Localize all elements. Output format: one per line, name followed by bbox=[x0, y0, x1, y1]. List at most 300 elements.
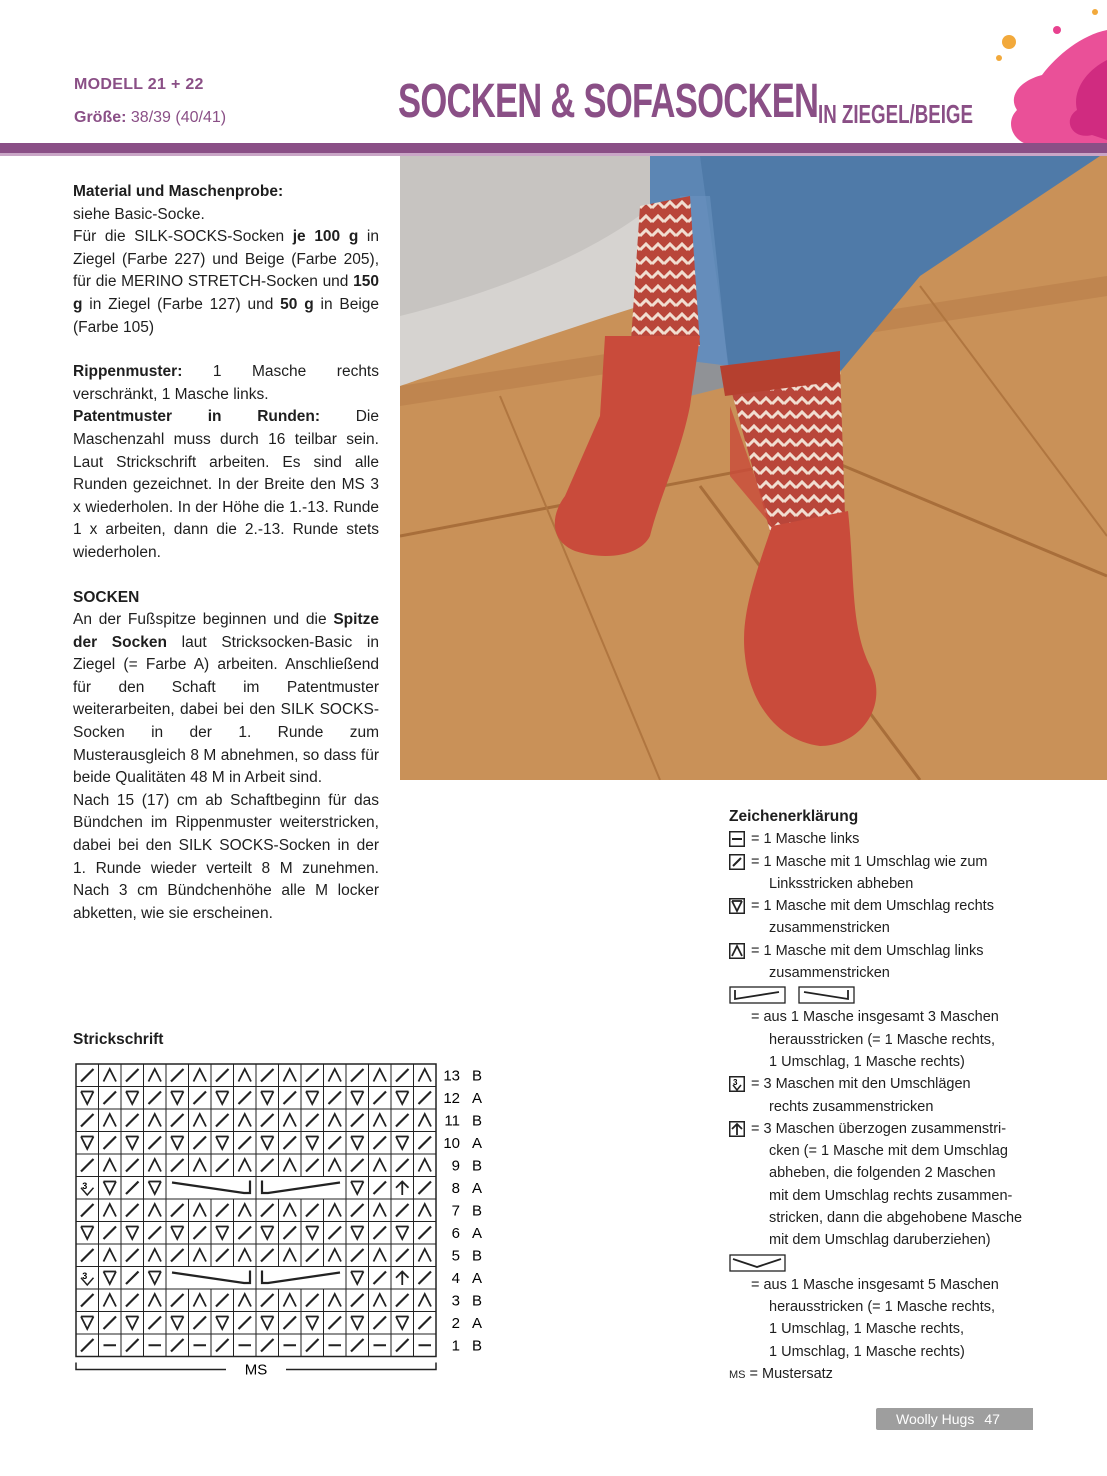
footer-brand: Woolly Hugs bbox=[896, 1411, 975, 1427]
page-title bbox=[398, 74, 998, 134]
legend-line: herausstricken (= 1 Masche rechts, bbox=[769, 1031, 996, 1048]
chart-stitch bbox=[194, 1317, 207, 1330]
chart-stitch bbox=[239, 1204, 252, 1217]
row-color: A bbox=[472, 1179, 483, 1197]
chart-stitch bbox=[81, 1339, 94, 1352]
chart-stitch bbox=[149, 1092, 162, 1105]
socken-text-1: An der Fußspitze beginnen und die bbox=[73, 611, 334, 629]
chart-stitch bbox=[419, 1272, 432, 1285]
chart-stitch bbox=[351, 1069, 364, 1082]
model-number: MODELL 21 + 22 bbox=[74, 76, 204, 93]
chart-stitch bbox=[81, 1069, 94, 1082]
chart-stitch bbox=[351, 1317, 364, 1330]
chart-stitch bbox=[216, 1114, 229, 1127]
legend-line: mit dem Umschlag rechts zusammen- bbox=[769, 1187, 1013, 1204]
legend-line bbox=[729, 940, 1069, 962]
chart-stitch bbox=[149, 1272, 162, 1285]
chart-stitch bbox=[104, 1294, 117, 1307]
symbol-legend bbox=[729, 806, 1069, 1386]
chart-stitch bbox=[374, 1069, 387, 1082]
chart-stitch bbox=[396, 1204, 409, 1217]
slip-yarnover-symbol-icon bbox=[729, 854, 745, 870]
chart-stitch bbox=[306, 1159, 319, 1172]
chart-stitch bbox=[419, 1114, 432, 1127]
material-basic: siehe Basic-Socke. bbox=[73, 205, 205, 223]
chart-stitch bbox=[284, 1204, 297, 1217]
chart-stitch bbox=[194, 1069, 207, 1082]
chart-stitch bbox=[126, 1339, 139, 1352]
chart-stitch bbox=[261, 1204, 274, 1217]
chart-stitch bbox=[171, 1249, 184, 1262]
chart-stitch bbox=[81, 1159, 94, 1172]
legend-line: = aus 1 Masche insgesamt 3 Maschen bbox=[751, 1009, 999, 1026]
chart-stitch bbox=[374, 1182, 387, 1195]
material-section bbox=[73, 181, 379, 339]
row-number: 6 bbox=[451, 1224, 460, 1242]
chart-stitch bbox=[104, 1159, 117, 1172]
row-number: 4 bbox=[451, 1269, 460, 1287]
chart-stitch bbox=[171, 1159, 184, 1172]
chart-stitch bbox=[81, 1227, 94, 1240]
chart-stitch bbox=[81, 1204, 94, 1217]
chart-stitch bbox=[171, 1137, 184, 1150]
chart-stitch bbox=[306, 1137, 319, 1150]
three-together-symbol-icon bbox=[729, 1076, 745, 1092]
chart-stitch bbox=[149, 1317, 162, 1330]
legend-items bbox=[729, 828, 1069, 1363]
chart-stitch bbox=[216, 1069, 229, 1082]
chart-stitch bbox=[239, 1069, 252, 1082]
page-footer bbox=[876, 1408, 1033, 1430]
chart-stitch bbox=[396, 1317, 409, 1330]
header-rule bbox=[0, 143, 1107, 153]
chart-stitch bbox=[396, 1092, 409, 1105]
chart-stitch bbox=[419, 1249, 432, 1262]
legend-text: = 1 Masche mit dem Umschlag links bbox=[751, 942, 984, 959]
chart-stitch bbox=[329, 1294, 342, 1307]
chart-stitch bbox=[81, 1114, 94, 1127]
chart-stitch bbox=[306, 1227, 319, 1240]
chart-stitch bbox=[171, 1092, 184, 1105]
chart-stitch bbox=[194, 1227, 207, 1240]
legend-line: 1 Umschlag, 1 Masche rechts, bbox=[769, 1321, 965, 1338]
chart-stitch bbox=[149, 1227, 162, 1240]
socken-text-2: laut Stricksocken-Basic in Ziegel (= Farbe A) arbeiten. Anschließend für den Schaft im Patentmuster weiterarbeiten, dabei bei den SILK SOCKS-Socken in der 1. Runde zum Musterausgleich 8 M abnehmen, so dass für beide Qualitäten 48 M in Arbeit sind. bbox=[73, 633, 380, 787]
chart-stitch bbox=[149, 1069, 162, 1082]
chart-stitch bbox=[81, 1249, 94, 1262]
legend-item bbox=[729, 1118, 1069, 1252]
rippen-heading: Rippenmuster: bbox=[73, 363, 183, 381]
material-amount-2: 150 g bbox=[73, 273, 379, 313]
legend-line bbox=[729, 1118, 1069, 1140]
chart-stitch-increase bbox=[172, 1271, 250, 1284]
chart-stitch bbox=[284, 1114, 297, 1127]
chart-stitch bbox=[239, 1249, 252, 1262]
chart-stitch-increase bbox=[172, 1181, 250, 1194]
legend-line: cken (= 1 Masche mit dem Umschlag bbox=[769, 1143, 1008, 1160]
chart-stitch bbox=[419, 1294, 432, 1307]
instructions-column bbox=[73, 181, 379, 925]
chart-stitch bbox=[351, 1249, 364, 1262]
legend-line: stricken, dann die abgehobene Masche bbox=[769, 1210, 1023, 1227]
row-color: B bbox=[472, 1247, 483, 1265]
chart-stitch bbox=[126, 1204, 139, 1217]
chart-stitch bbox=[329, 1069, 342, 1082]
chart-stitch bbox=[396, 1227, 409, 1240]
chart-stitch bbox=[329, 1204, 342, 1217]
material-text-b: in Ziegel (Farbe 227) und Beige (Farbe 205), für die MERINO STRETCH-Socken und bbox=[73, 228, 380, 291]
legend-text: = 1 Masche mit 1 Umschlag wie zum bbox=[751, 853, 988, 870]
chart-stitch bbox=[284, 1227, 297, 1240]
chart-stitch bbox=[306, 1092, 319, 1105]
socken-section bbox=[73, 587, 379, 790]
chart-stitch bbox=[81, 1137, 94, 1150]
chart-stitch-increase bbox=[262, 1271, 340, 1284]
row-color: B bbox=[472, 1112, 483, 1130]
chart-stitch bbox=[261, 1227, 274, 1240]
chart-stitch bbox=[374, 1317, 387, 1330]
material-text-d: in Beige (Farbe 105) bbox=[73, 295, 380, 336]
chart-stitch bbox=[171, 1317, 184, 1330]
legend-text: = 3 Maschen überzogen zusammenstri- bbox=[751, 1120, 1007, 1137]
legend-line: Linksstricken abheben bbox=[769, 875, 914, 892]
chart-stitch bbox=[171, 1227, 184, 1240]
chart-stitch bbox=[81, 1317, 94, 1330]
legend-item bbox=[729, 940, 1069, 985]
chart-stitch bbox=[351, 1114, 364, 1127]
chart-stitch bbox=[104, 1272, 117, 1285]
chart-stitch bbox=[329, 1249, 342, 1262]
chart-stitch bbox=[419, 1317, 432, 1330]
legend-line: zusammenstricken bbox=[769, 920, 890, 937]
chart-stitch bbox=[261, 1092, 274, 1105]
chart-stitch bbox=[81, 1294, 94, 1307]
legend-item bbox=[729, 828, 1069, 850]
legend-line bbox=[729, 828, 1069, 850]
chart-stitch bbox=[374, 1227, 387, 1240]
repeat-label: MS bbox=[244, 1361, 268, 1379]
chart-stitch bbox=[171, 1069, 184, 1082]
chart-stitch bbox=[216, 1092, 229, 1105]
chart-stitch bbox=[306, 1249, 319, 1262]
chart-stitch bbox=[194, 1249, 207, 1262]
chart-stitch bbox=[126, 1249, 139, 1262]
chart-stitch bbox=[104, 1204, 117, 1217]
chart-stitch bbox=[306, 1069, 319, 1082]
chart-stitch bbox=[126, 1182, 139, 1195]
ms-text: = Mustersatz bbox=[745, 1365, 833, 1382]
chart-stitch bbox=[239, 1317, 252, 1330]
chart-stitch bbox=[419, 1137, 432, 1150]
chart-title: Strickschrift bbox=[73, 1031, 164, 1048]
chart-stitch bbox=[239, 1159, 252, 1172]
size-value: 38/39 (40/41) bbox=[126, 109, 227, 126]
size-label: Größe: bbox=[74, 109, 127, 126]
chart-stitch bbox=[126, 1092, 139, 1105]
chart-stitch bbox=[239, 1227, 252, 1240]
chart-stitch bbox=[104, 1069, 117, 1082]
chart-stitch bbox=[329, 1137, 342, 1150]
rippen-text: 1 Masche rechts verschränkt, 1 Masche links. bbox=[73, 363, 379, 403]
chart-stitch-increase bbox=[262, 1181, 340, 1194]
chart-stitch bbox=[284, 1159, 297, 1172]
chart-stitch bbox=[284, 1294, 297, 1307]
socken-heading: SOCKEN bbox=[73, 588, 140, 606]
chart-stitch bbox=[306, 1114, 319, 1127]
chart-stitch bbox=[149, 1137, 162, 1150]
chart-stitch bbox=[396, 1069, 409, 1082]
legend-title: Zeichenerklärung bbox=[729, 808, 859, 825]
chart-stitch bbox=[351, 1137, 364, 1150]
chart-stitch bbox=[216, 1339, 229, 1352]
chart-stitch bbox=[419, 1182, 432, 1195]
legend-line: herausstricken (= 1 Masche rechts, bbox=[769, 1298, 996, 1315]
chart-stitch bbox=[149, 1182, 162, 1195]
chart-stitch bbox=[329, 1114, 342, 1127]
chart-stitch bbox=[239, 1294, 252, 1307]
purl-together-symbol-icon bbox=[729, 943, 745, 959]
chart-stitch bbox=[81, 1092, 94, 1105]
chart-stitch bbox=[126, 1114, 139, 1127]
chart-stitch bbox=[419, 1227, 432, 1240]
chart-stitch bbox=[329, 1159, 342, 1172]
chart-stitch bbox=[239, 1114, 252, 1127]
socks-photo bbox=[400, 156, 1107, 780]
row-color: B bbox=[472, 1337, 483, 1355]
chart-stitch bbox=[261, 1339, 274, 1352]
chart-stitch bbox=[216, 1294, 229, 1307]
chart-stitch bbox=[171, 1339, 184, 1352]
legend-item bbox=[729, 851, 1069, 896]
chart-stitch bbox=[194, 1204, 207, 1217]
size-info bbox=[74, 109, 226, 127]
patent-section bbox=[73, 406, 379, 564]
row-number: 3 bbox=[451, 1292, 460, 1310]
chart-stitch bbox=[329, 1317, 342, 1330]
legend-text: = 3 Maschen mit den Umschlägen bbox=[751, 1076, 971, 1093]
row-color: A bbox=[472, 1089, 483, 1107]
chart-stitch bbox=[261, 1137, 274, 1150]
chart-stitch bbox=[374, 1159, 387, 1172]
chart-stitch bbox=[419, 1159, 432, 1172]
chart-stitch bbox=[374, 1294, 387, 1307]
material-text-c: in Ziegel (Farbe 127) und bbox=[82, 295, 281, 313]
chart-stitch bbox=[261, 1249, 274, 1262]
legend-line: rechts zusammenstricken bbox=[769, 1098, 934, 1115]
chart-stitch bbox=[149, 1159, 162, 1172]
chart-stitch bbox=[351, 1092, 364, 1105]
chart-stitch bbox=[81, 1181, 94, 1195]
legend-text: = 1 Masche mit dem Umschlag rechts bbox=[751, 898, 994, 915]
patent-heading: Patentmuster in Runden: bbox=[73, 408, 321, 426]
chart-stitch bbox=[284, 1069, 297, 1082]
row-number: 7 bbox=[451, 1202, 460, 1220]
svg-text:3: 3 bbox=[82, 1180, 88, 1191]
title-sub: IN ZIEGEL/BEIGE bbox=[818, 99, 973, 129]
patent-text: Die Maschenzahl muss durch 16 teilbar sein. Laut Strickschrift arbeiten. Es sind alle Runden gezeichnet. In der Breite den MS 3 x wiederholen. In der Höhe die 1.-13. Runde 1 x arbeiten, dann die 2.-13. Runde stets wiederholen. bbox=[73, 408, 379, 561]
legend-line bbox=[729, 895, 1069, 917]
page-number: 47 bbox=[984, 1411, 1000, 1427]
chart-stitch bbox=[261, 1114, 274, 1127]
chart-stitch bbox=[171, 1294, 184, 1307]
chart-stitch bbox=[374, 1249, 387, 1262]
material-heading: Material und Maschenprobe: bbox=[73, 183, 284, 200]
chart-stitch bbox=[284, 1317, 297, 1330]
chart-stitch bbox=[104, 1317, 117, 1330]
row-number: 9 bbox=[451, 1157, 460, 1175]
chart-stitch bbox=[374, 1092, 387, 1105]
chart-stitch bbox=[284, 1137, 297, 1150]
chart-stitch bbox=[104, 1137, 117, 1150]
chart-stitch bbox=[261, 1159, 274, 1172]
ms-abbr: MS bbox=[729, 1368, 746, 1381]
row-number: 1 bbox=[451, 1337, 460, 1355]
legend-line: mit dem Umschlag daruberziehen) bbox=[769, 1232, 991, 1249]
chart-stitch bbox=[149, 1249, 162, 1262]
row-color: B bbox=[472, 1157, 483, 1175]
legend-line: = aus 1 Masche insgesamt 5 Maschen bbox=[751, 1276, 999, 1293]
chart-stitch bbox=[239, 1137, 252, 1150]
chart-stitch bbox=[396, 1114, 409, 1127]
chart-stitch bbox=[374, 1204, 387, 1217]
chart-stitch bbox=[306, 1294, 319, 1307]
svg-text:3: 3 bbox=[82, 1270, 88, 1281]
chart-stitch bbox=[419, 1069, 432, 1082]
chart-stitch bbox=[419, 1092, 432, 1105]
chart-stitch bbox=[104, 1249, 117, 1262]
chart-stitch bbox=[374, 1114, 387, 1127]
chart-stitch bbox=[396, 1339, 409, 1352]
chart-stitch bbox=[149, 1204, 162, 1217]
row-number: 11 bbox=[444, 1112, 460, 1130]
chart-stitch bbox=[261, 1294, 274, 1307]
legend-item bbox=[729, 1073, 1069, 1118]
chart-stitch bbox=[194, 1137, 207, 1150]
chart-stitch bbox=[216, 1317, 229, 1330]
chart-stitch bbox=[374, 1137, 387, 1150]
chart-stitch bbox=[216, 1137, 229, 1150]
chart-stitch bbox=[81, 1271, 94, 1285]
chart-stitch bbox=[306, 1339, 319, 1352]
chart-stitch bbox=[104, 1182, 117, 1195]
chart-stitch bbox=[194, 1294, 207, 1307]
chart-stitch bbox=[396, 1137, 409, 1150]
svg-text:3: 3 bbox=[733, 1078, 738, 1088]
chart-stitch bbox=[149, 1114, 162, 1127]
legend-line: 1 Umschlag, 1 Masche rechts) bbox=[769, 1343, 965, 1360]
knitting-chart bbox=[73, 1061, 493, 1391]
chart-stitch bbox=[351, 1182, 364, 1195]
chart-stitch bbox=[104, 1227, 117, 1240]
chart-stitch bbox=[351, 1204, 364, 1217]
chart-stitch bbox=[261, 1069, 274, 1082]
chart-stitch bbox=[351, 1294, 364, 1307]
chart-stitch bbox=[126, 1069, 139, 1082]
chart-stitch bbox=[284, 1092, 297, 1105]
chart-stitch bbox=[306, 1317, 319, 1330]
socken-text-3: Nach 15 (17) cm ab Schaftbeginn für das Bündchen im Rippenmuster weiterstricken, dabei bei den SILK SOCKS-Socken in der 1. Runde wieder verteilt 8 M zunehmen. Nach 3 cm Bündchenhöhe alle M locker abketten, wie sie erscheinen. bbox=[73, 791, 379, 922]
chart-stitch bbox=[261, 1317, 274, 1330]
chart-stitch bbox=[171, 1114, 184, 1127]
row-number: 13 bbox=[443, 1067, 460, 1085]
chart-stitch bbox=[239, 1092, 252, 1105]
chart-stitch bbox=[396, 1249, 409, 1262]
chart-stitch bbox=[351, 1159, 364, 1172]
row-color: B bbox=[472, 1292, 483, 1310]
row-number: 5 bbox=[451, 1247, 460, 1265]
chart-stitch bbox=[126, 1317, 139, 1330]
rippen-section bbox=[73, 361, 379, 406]
chart-stitch bbox=[216, 1204, 229, 1217]
legend-text: = 1 Masche links bbox=[751, 831, 860, 848]
repeat-bracket-right bbox=[286, 1363, 436, 1370]
chart-stitch bbox=[126, 1272, 139, 1285]
decrease-arrow-symbol-icon bbox=[729, 1121, 745, 1137]
repeat-bracket-left bbox=[76, 1363, 226, 1370]
chart-stitch bbox=[351, 1227, 364, 1240]
chart-stitch bbox=[374, 1272, 387, 1285]
chart-stitch bbox=[396, 1272, 409, 1286]
row-color: A bbox=[472, 1224, 483, 1242]
chart-stitch bbox=[126, 1159, 139, 1172]
chart-stitch bbox=[329, 1092, 342, 1105]
legend-line bbox=[729, 851, 1069, 873]
chart-stitch bbox=[126, 1294, 139, 1307]
chart-stitch bbox=[126, 1137, 139, 1150]
increase-three-symbol-icon bbox=[729, 986, 859, 1004]
legend-line bbox=[729, 1073, 1069, 1095]
chart-stitch bbox=[329, 1227, 342, 1240]
chart-stitch bbox=[419, 1204, 432, 1217]
legend-line: zusammenstricken bbox=[769, 965, 890, 982]
chart-stitch bbox=[216, 1249, 229, 1262]
material-amount-3: 50 g bbox=[280, 295, 314, 313]
material-amount-1: je 100 g bbox=[292, 228, 359, 246]
row-number: 8 bbox=[451, 1179, 460, 1197]
row-color: A bbox=[472, 1134, 483, 1152]
chart-stitch bbox=[306, 1204, 319, 1217]
chart-stitch bbox=[351, 1272, 364, 1285]
row-number: 2 bbox=[451, 1314, 460, 1332]
row-color: B bbox=[472, 1067, 483, 1085]
chart-stitch bbox=[216, 1159, 229, 1172]
material-text-a: Für die SILK-SOCKS-Socken bbox=[73, 228, 293, 246]
row-number: 10 bbox=[443, 1134, 460, 1152]
chart-stitch bbox=[396, 1159, 409, 1172]
purl-symbol-icon bbox=[729, 831, 745, 847]
increase-five-symbol-icon bbox=[729, 1254, 789, 1272]
legend-ms bbox=[729, 1363, 1069, 1386]
row-color: A bbox=[472, 1269, 483, 1287]
chart-stitch bbox=[194, 1114, 207, 1127]
chart-stitch bbox=[104, 1092, 117, 1105]
chart-stitch bbox=[126, 1227, 139, 1240]
row-color: B bbox=[472, 1202, 483, 1220]
legend-item bbox=[729, 895, 1069, 940]
chart-stitch bbox=[284, 1249, 297, 1262]
chart-stitch bbox=[171, 1204, 184, 1217]
row-color: A bbox=[472, 1314, 483, 1332]
chart-stitch bbox=[396, 1182, 409, 1196]
chart-stitch bbox=[194, 1092, 207, 1105]
chart-stitch bbox=[216, 1227, 229, 1240]
chart-stitch bbox=[396, 1294, 409, 1307]
legend-item bbox=[729, 1252, 1069, 1363]
knit-together-symbol-icon bbox=[729, 898, 745, 914]
chart-stitch bbox=[104, 1114, 117, 1127]
chart-stitch bbox=[194, 1159, 207, 1172]
row-number: 12 bbox=[443, 1089, 460, 1107]
